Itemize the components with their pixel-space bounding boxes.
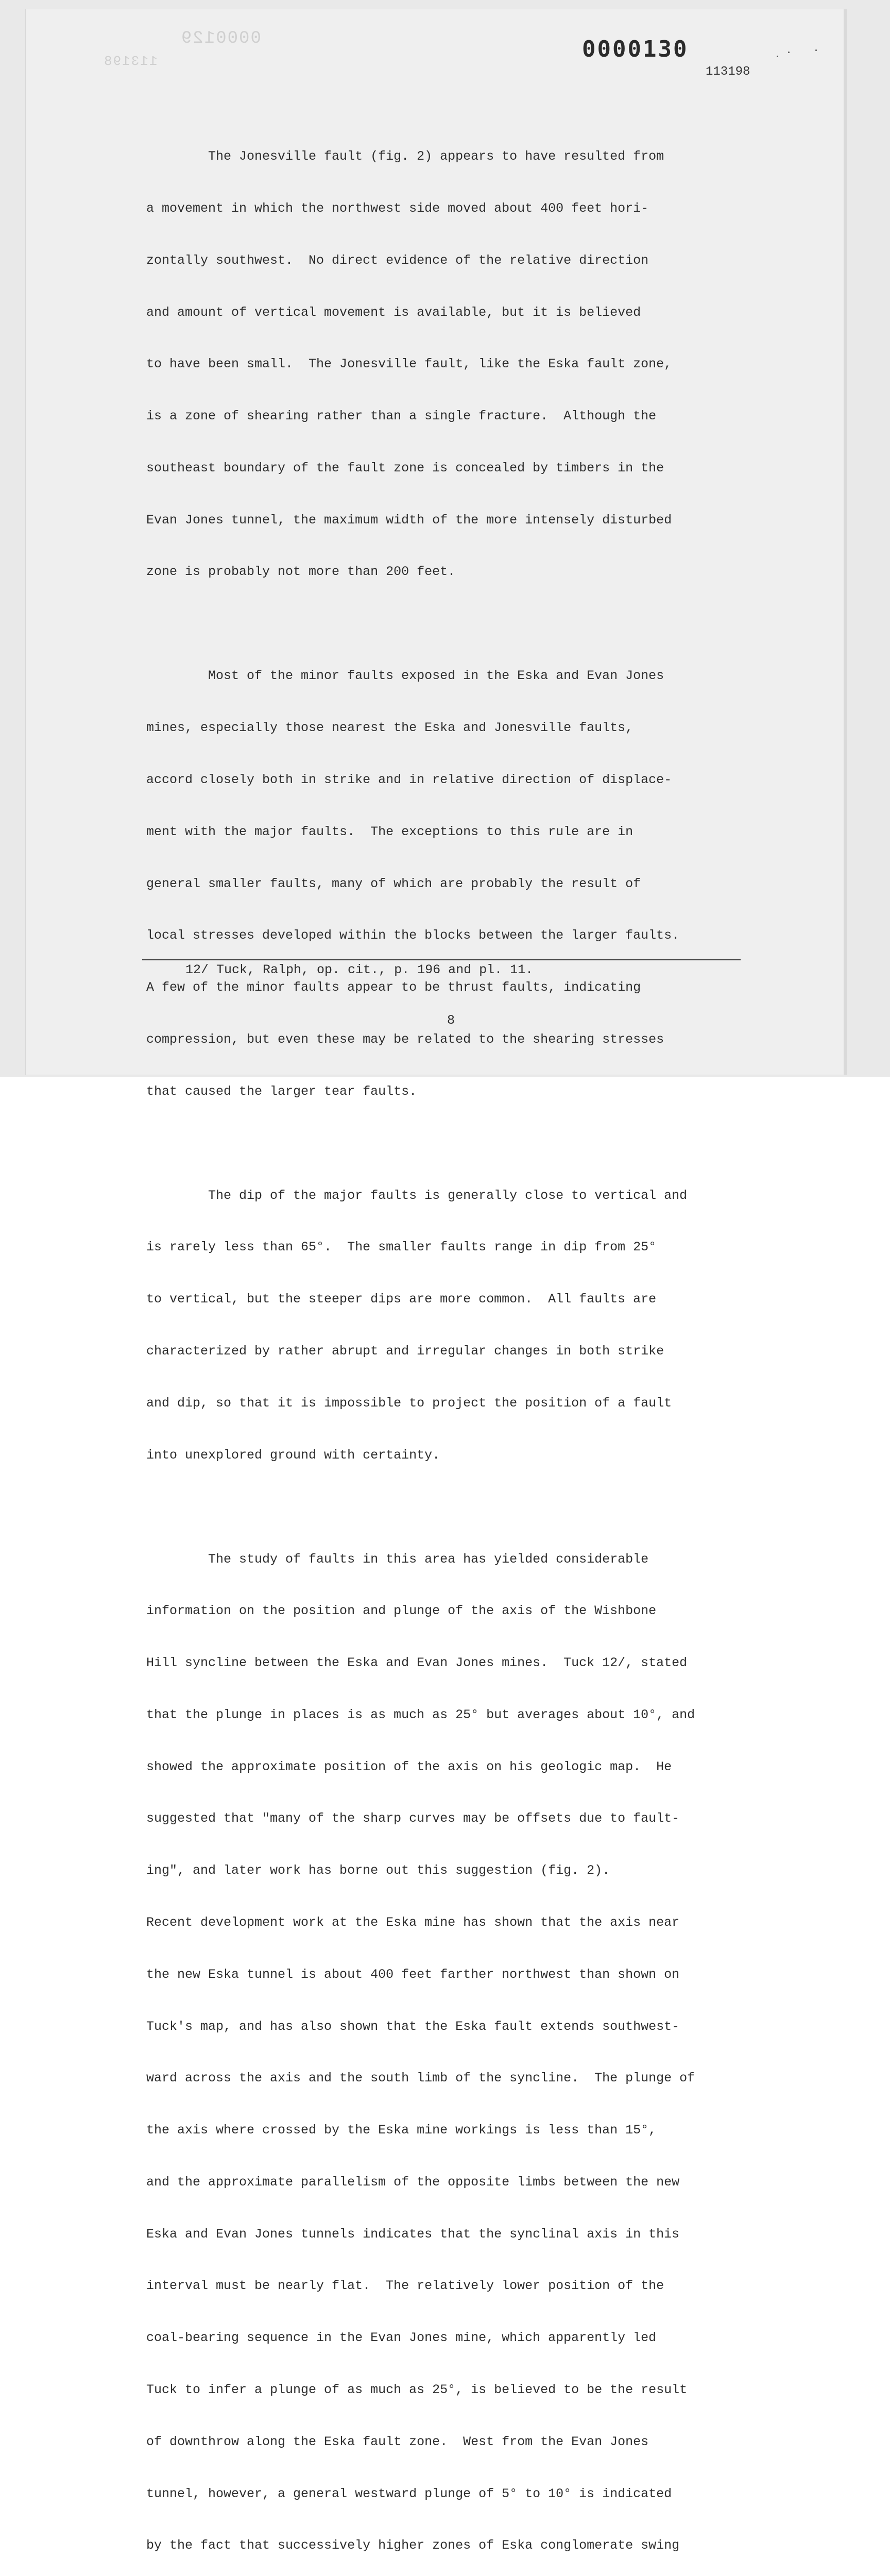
scan-speck: [815, 49, 817, 51]
text-line: ward across the axis and the south limb of the syncline. The plunge of: [146, 2071, 695, 2086]
paragraph-jonesville-fault: [146, 113, 754, 615]
body-text: [146, 113, 754, 2576]
text-line: to vertical, but the steeper dips are more common. All faults are: [146, 1292, 657, 1307]
text-line: and the approximate parallelism of the opposite limbs between the new: [146, 2174, 680, 2190]
text-line: Evan Jones tunnel, the maximum width of the more intensely disturbed: [146, 512, 672, 528]
text-line: information on the position and plunge of the axis of the Wishbone: [146, 1603, 657, 1619]
text-line: mines, especially those nearest the Eska and Jonesville faults,: [146, 720, 634, 736]
text-line: the new Eska tunnel is about 400 feet farther northwest than shown on: [146, 1967, 680, 1982]
text-line: into unexplored ground with certainty.: [146, 1447, 440, 1463]
text-line: Tuck's map, and has also shown that the Eska fault extends southwest-: [146, 2019, 680, 2034]
text-line: zontally southwest. No direct evidence of the relative direction: [146, 252, 649, 268]
page-edge: [844, 9, 847, 1075]
text-line: suggested that "many of the sharp curves may be offsets due to fault-: [146, 1811, 680, 1826]
text-line: Recent development work at the Eska mine has shown that the axis near: [146, 1914, 680, 1930]
text-line: and amount of vertical movement is available, but it is believed: [146, 304, 641, 320]
text-line: ing", and later work has borne out this suggestion (fig. 2).: [146, 1863, 610, 1878]
paragraph-minor-faults: [146, 633, 754, 1134]
text-line: interval must be nearly flat. The relatively lower position of the: [146, 2278, 664, 2294]
text-line: accord closely both in strike and in relative direction of displace-: [146, 772, 672, 787]
ghost-stamp-number: 0000129: [180, 29, 261, 48]
text-line: The study of faults in this area has yielded considerable: [146, 1551, 649, 1567]
footnote-divider: [142, 959, 741, 960]
text-line: is rarely less than 65°. The smaller faults range in dip from 25°: [146, 1240, 657, 1255]
text-line: characterized by rather abrupt and irregular changes in both strike: [146, 1343, 664, 1359]
paragraph-syncline-axis: [146, 1516, 754, 2576]
text-line: general smaller faults, many of which are probably the result of: [146, 876, 641, 891]
text-line: the axis where crossed by the Eska mine workings is less than 15°,: [146, 2123, 657, 2138]
text-line: A few of the minor faults appear to be thrust faults, indicating: [146, 980, 641, 995]
paragraph-fault-dip: [146, 1152, 754, 1498]
text-line: local stresses developed within the blocks between the larger faults.: [146, 928, 680, 943]
text-line: Eska and Evan Jones tunnels indicates that the synclinal axis in this: [146, 2226, 680, 2242]
text-line: compression, but even these may be related to the shearing stresses: [146, 1031, 664, 1047]
ghost-document-number: 113198: [103, 54, 158, 69]
page-number: 8: [447, 1013, 455, 1028]
text-line: and dip, so that it is impossible to project the position of a fault: [146, 1395, 672, 1411]
document-number: 113198: [706, 65, 750, 79]
text-line: by the fact that successively higher zones of Eska conglomerate swing: [146, 2538, 680, 2553]
text-line: Hill syncline between the Eska and Evan Jones mines. Tuck 12/, stated: [146, 1655, 688, 1671]
text-line: of downthrow along the Eska fault zone. West from the Evan Jones: [146, 2434, 649, 2449]
text-line: a movement in which the northwest side moved about 400 feet hori-: [146, 200, 649, 216]
text-line: to have been small. The Jonesville fault, like the Eska fault zone,: [146, 357, 672, 372]
text-line: Tuck to infer a plunge of as much as 25°, is believed to be the result: [146, 2382, 688, 2397]
text-line: Most of the minor faults exposed in the Eska and Evan Jones: [146, 668, 664, 684]
text-line: coal-bearing sequence in the Evan Jones mine, which apparently led: [146, 2330, 657, 2346]
stamp-number: 0000130: [582, 36, 689, 62]
text-line: zone is probably not more than 200 feet.: [146, 564, 456, 580]
text-line: that caused the larger tear faults.: [146, 1083, 417, 1099]
text-line: ment with the major faults. The exceptions to this rule are in: [146, 824, 634, 839]
text-line: The dip of the major faults is generally close to vertical and: [146, 1188, 688, 1203]
scan-speck: [788, 52, 790, 53]
text-line: is a zone of shearing rather than a single fracture. Although the: [146, 409, 657, 424]
footnote: 12/ Tuck, Ralph, op. cit., p. 196 and pl. 11.: [185, 962, 534, 977]
text-line: that the plunge in places is as much as 25° but averages about 10°, and: [146, 1707, 695, 1722]
text-line: southeast boundary of the fault zone is concealed by timbers in the: [146, 460, 664, 476]
text-line: The Jonesville fault (fig. 2) appears to have resulted from: [146, 149, 664, 164]
text-line: showed the approximate position of the axis on his geologic map. He: [146, 1759, 672, 1774]
scan-speck: [777, 56, 778, 57]
text-line: tunnel, however, a general westward plunge of 5° to 10° is indicated: [146, 2486, 672, 2501]
